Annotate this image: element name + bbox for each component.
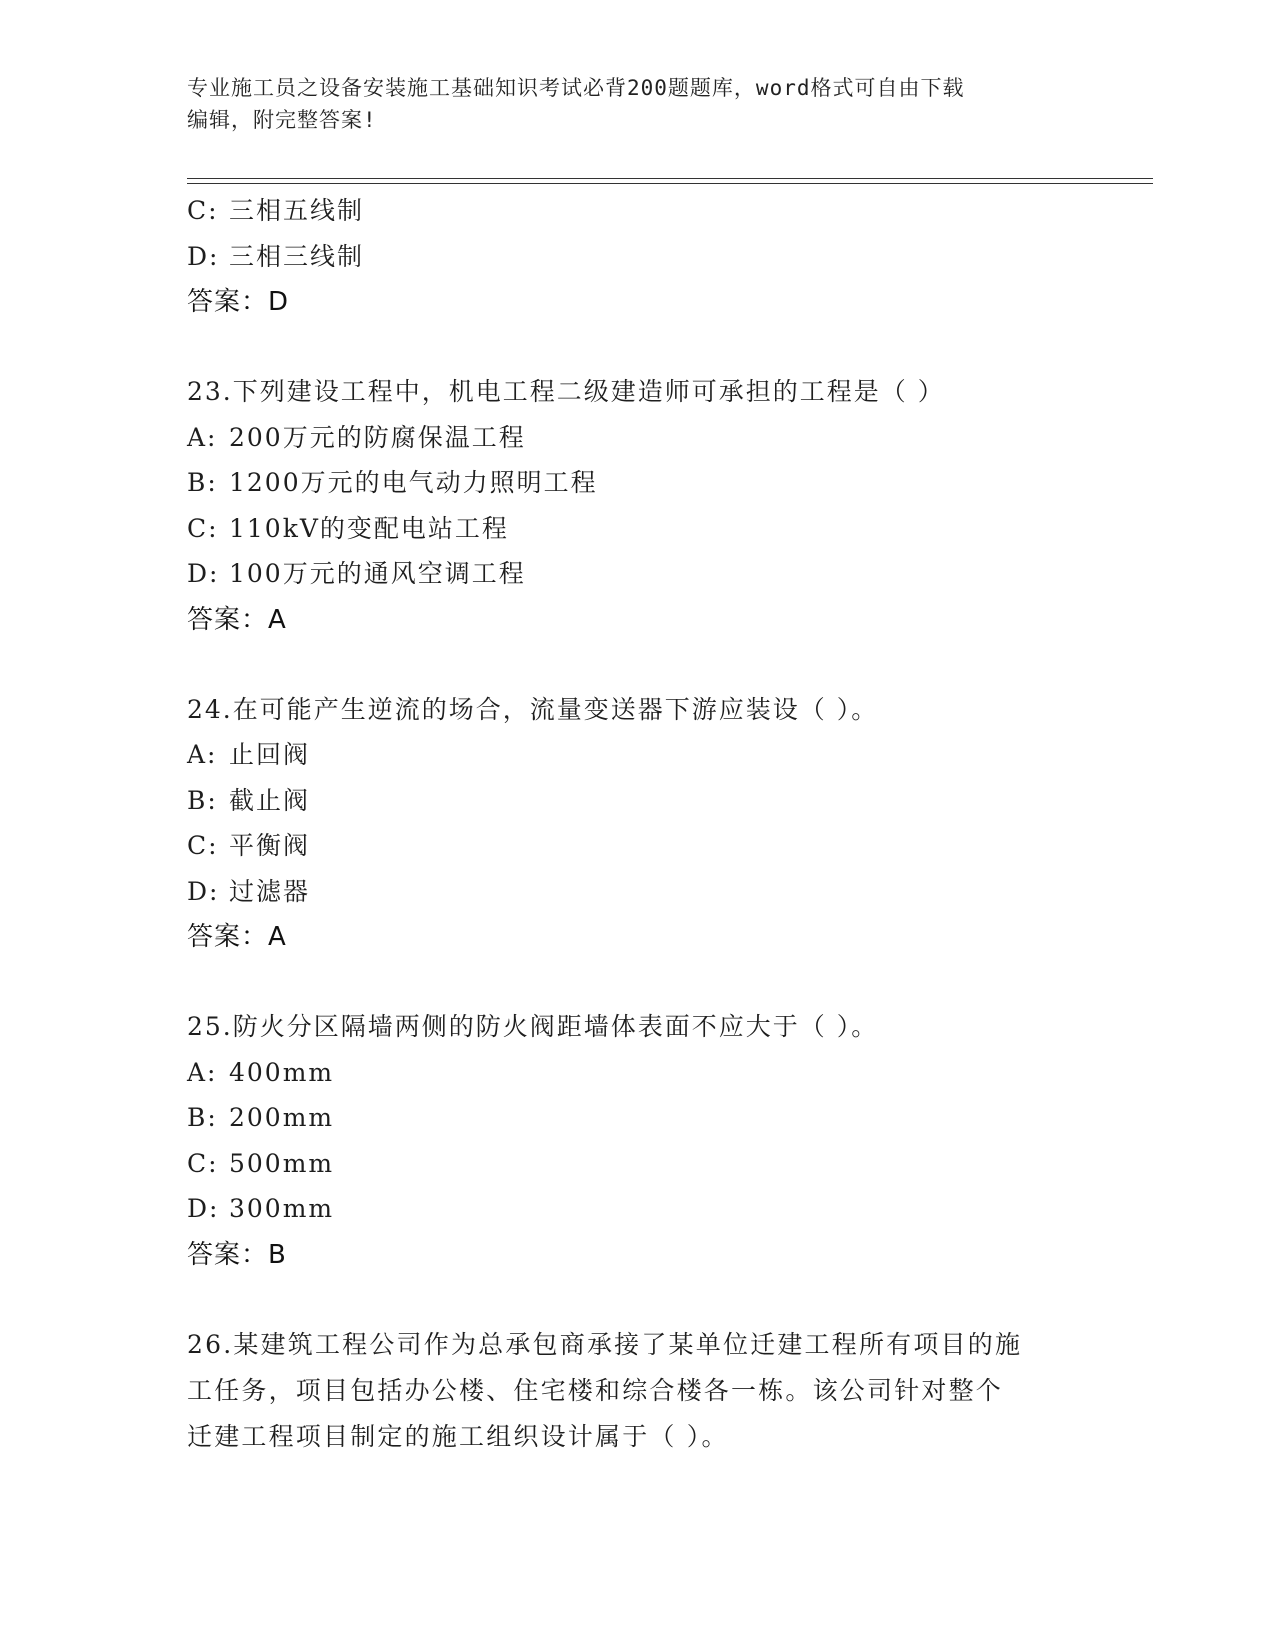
question-22 [187, 188, 1087, 325]
option-letter: D: [187, 1194, 220, 1223]
option-text: 1200万元的电气动力照明工程 [229, 468, 598, 497]
header-line-1: 专业施工员之设备安装施工基础知识考试必背200题题库，word格式可自由下载 [187, 76, 965, 100]
option-text: 500mm [229, 1148, 335, 1178]
option-text: 200mm [229, 1103, 335, 1132]
option-letter: A: [187, 740, 218, 769]
option-d [187, 869, 1087, 915]
question-text-line: 迁建工程项目制定的施工组织设计属于（ ）。 [187, 1421, 729, 1451]
question-list [187, 188, 1087, 1460]
option-letter: C: [187, 513, 219, 543]
question-25 [187, 1004, 1087, 1278]
option-text: 三相五线制 [229, 196, 365, 225]
option-a [187, 415, 1087, 461]
option-letter: B: [187, 468, 218, 497]
answer-line: 答案：A [187, 922, 287, 952]
option-letter: A: [187, 422, 218, 452]
answer-line: 答案：B [187, 1239, 287, 1270]
option-b [187, 1095, 1087, 1141]
question-text: 23.下列建设工程中，机电工程二级建造师可承担的工程是（ ） [187, 377, 945, 406]
option-text: 止回阀 [229, 740, 311, 769]
question-23 [187, 369, 1087, 643]
question-text-line: 工任务，项目包括办公楼、住宅楼和综合楼各一栋。该公司针对整个 [187, 1375, 1004, 1405]
option-c [187, 188, 1087, 234]
document-header [187, 72, 1087, 136]
header-line-2: 编辑，附完整答案! [187, 108, 377, 132]
option-b [187, 778, 1087, 824]
option-text: 100万元的通风空调工程 [229, 559, 526, 588]
option-c [187, 1141, 1087, 1187]
option-a [187, 732, 1087, 778]
option-letter: C: [187, 1148, 219, 1178]
header-divider-bottom [187, 183, 1153, 184]
option-d [187, 234, 1087, 280]
option-letter: B: [187, 785, 218, 815]
option-letter: D: [187, 241, 220, 271]
option-text: 过滤器 [229, 876, 311, 906]
option-text: 400mm [229, 1057, 335, 1087]
option-letter: A: [187, 1057, 218, 1087]
header-divider-top [187, 178, 1153, 179]
option-a [187, 1050, 1087, 1096]
question-26 [187, 1322, 1087, 1460]
option-text: 截止阀 [229, 785, 311, 815]
option-letter: D: [187, 876, 220, 906]
option-d [187, 1186, 1087, 1232]
question-text: 24.在可能产生逆流的场合，流量变送器下游应装设（ ）。 [187, 694, 879, 724]
option-c [187, 506, 1087, 552]
question-text-line: 26.某建筑工程公司作为总承包商承接了某单位迁建工程所有项目的施 [187, 1329, 1023, 1359]
option-d [187, 551, 1087, 597]
option-text: 110kV的变配电站工程 [229, 513, 509, 543]
option-letter: B: [187, 1103, 218, 1132]
question-text: 25.防火分区隔墙两侧的防火阀距墙体表面不应大于（ ）。 [187, 1012, 879, 1041]
option-c [187, 823, 1087, 869]
option-text: 200万元的防腐保温工程 [229, 422, 526, 452]
option-b [187, 460, 1087, 506]
question-24 [187, 687, 1087, 961]
option-letter: C: [187, 831, 219, 860]
option-text: 300mm [229, 1194, 335, 1223]
answer-line: 答案：A [187, 604, 287, 635]
option-letter: C: [187, 196, 219, 225]
answer-line: 答案：D [187, 287, 290, 317]
option-text: 三相三线制 [229, 241, 365, 271]
option-letter: D: [187, 559, 220, 588]
option-text: 平衡阀 [229, 831, 311, 860]
